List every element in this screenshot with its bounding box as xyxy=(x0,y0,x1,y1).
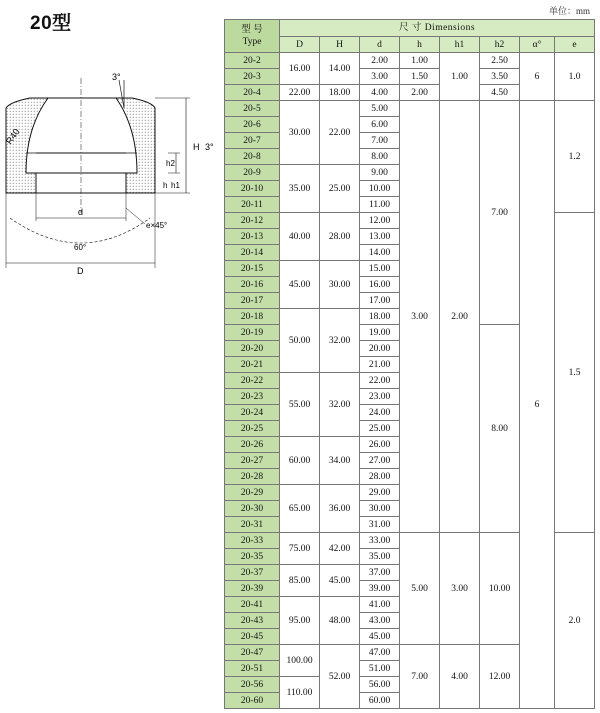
D-cell: 30.00 xyxy=(280,101,320,165)
type-cell: 20-22 xyxy=(225,373,280,389)
type-cell: 20-35 xyxy=(225,549,280,565)
h2-cell: 4.50 xyxy=(480,85,520,101)
type-cell: 20-28 xyxy=(225,469,280,485)
H-cell: 32.00 xyxy=(320,373,360,437)
type-cell: 20-12 xyxy=(225,213,280,229)
d-cell: 47.00 xyxy=(360,645,400,661)
d-cell: 56.00 xyxy=(360,677,400,693)
H-cell: 18.00 xyxy=(320,85,360,101)
column-header-row xyxy=(225,37,595,53)
H-cell: 25.00 xyxy=(320,165,360,213)
type-cell: 20-18 xyxy=(225,309,280,325)
D-cell: 55.00 xyxy=(280,373,320,437)
type-cell: 20-27 xyxy=(225,453,280,469)
type-cell: 20-19 xyxy=(225,325,280,341)
type-cell: 20-5 xyxy=(225,101,280,117)
d-cell: 10.00 xyxy=(360,181,400,197)
d-cell: 60.00 xyxy=(360,693,400,709)
d-cell: 45.00 xyxy=(360,629,400,645)
page-title: 20型 xyxy=(30,13,72,34)
H-cell: 30.00 xyxy=(320,261,360,309)
d-cell: 23.00 xyxy=(360,389,400,405)
unit-label: 单位：mm xyxy=(548,6,590,16)
d-cell: 25.00 xyxy=(360,421,400,437)
h1-cell: 3.00 xyxy=(440,533,480,645)
d-cell: 33.00 xyxy=(360,533,400,549)
h2-label: h2 xyxy=(166,159,175,168)
D-cell: 45.00 xyxy=(280,261,320,309)
d-cell: 29.00 xyxy=(360,485,400,501)
type-cell: 20-13 xyxy=(225,229,280,245)
D-cell: 100.00 xyxy=(280,645,320,677)
d-cell: 3.00 xyxy=(360,69,400,85)
type-cell: 20-56 xyxy=(225,677,280,693)
d-cell: 39.00 xyxy=(360,581,400,597)
type-cell: 20-37 xyxy=(225,565,280,581)
D-cell: 40.00 xyxy=(280,213,320,261)
d-cell: 6.00 xyxy=(360,117,400,133)
d-cell: 19.00 xyxy=(360,325,400,341)
col-h1-header: h1 xyxy=(440,37,480,53)
h1-cell: 4.00 xyxy=(440,645,480,709)
type-cell: 20-7 xyxy=(225,133,280,149)
H-cell: 32.00 xyxy=(320,309,360,373)
d-cell: 41.00 xyxy=(360,597,400,613)
d-cell: 26.00 xyxy=(360,437,400,453)
d-cell: 28.00 xyxy=(360,469,400,485)
h-cell: 3.00 xyxy=(400,101,440,533)
col-H-header: H xyxy=(320,37,360,53)
col-h2-header: h2 xyxy=(480,37,520,53)
H-cell: 22.00 xyxy=(320,101,360,165)
d-cell: 8.00 xyxy=(360,149,400,165)
col-D-header: D xyxy=(280,37,320,53)
d-cell: 9.00 xyxy=(360,165,400,181)
table-row xyxy=(225,53,595,69)
d-cell: 17.00 xyxy=(360,293,400,309)
e-cell: 1.0 xyxy=(555,53,595,101)
type-cell: 20-39 xyxy=(225,581,280,597)
D-cell: 85.00 xyxy=(280,565,320,597)
D-cell: 50.00 xyxy=(280,309,320,373)
d-cell: 35.00 xyxy=(360,549,400,565)
d-cell: 11.00 xyxy=(360,197,400,213)
type-cell: 20-43 xyxy=(225,613,280,629)
side-angle-label: 3° xyxy=(205,142,214,152)
alpha-cell: 6 xyxy=(520,53,555,101)
d-cell: 37.00 xyxy=(360,565,400,581)
H-cell: 34.00 xyxy=(320,437,360,485)
type-cell: 20-33 xyxy=(225,533,280,549)
type-cell: 20-45 xyxy=(225,629,280,645)
table-row xyxy=(225,101,595,117)
h2-cell: 8.00 xyxy=(480,325,520,533)
type-cell: 20-26 xyxy=(225,437,280,453)
h-cell: 5.00 xyxy=(400,533,440,645)
type-cell: 20-4 xyxy=(225,85,280,101)
type-cell: 20-20 xyxy=(225,341,280,357)
h2-cell: 10.00 xyxy=(480,533,520,645)
H-cell: 42.00 xyxy=(320,533,360,565)
h1-cell: 2.00 xyxy=(440,101,480,533)
type-cell: 20-10 xyxy=(225,181,280,197)
type-cell: 20-47 xyxy=(225,645,280,661)
type-cell: 20-31 xyxy=(225,517,280,533)
col-alpha-header: α° xyxy=(520,37,555,53)
type-cell: 20-60 xyxy=(225,693,280,709)
d-cell: 15.00 xyxy=(360,261,400,277)
H-cell: 14.00 xyxy=(320,53,360,85)
h2-cell: 7.00 xyxy=(480,101,520,325)
d-cell: 24.00 xyxy=(360,405,400,421)
d-cell: 21.00 xyxy=(360,357,400,373)
d-cell: 4.00 xyxy=(360,85,400,101)
h-cell: 2.00 xyxy=(400,85,440,101)
type-cell: 20-15 xyxy=(225,261,280,277)
table-body xyxy=(225,53,595,709)
h-cell: 7.00 xyxy=(400,645,440,709)
col-d-header: d xyxy=(360,37,400,53)
type-cell: 20-6 xyxy=(225,117,280,133)
d-label: d xyxy=(78,207,84,217)
dimensions-header: 尺 寸 Dimensions xyxy=(280,20,595,37)
d-cell: 31.00 xyxy=(360,517,400,533)
D-cell: 22.00 xyxy=(280,85,320,101)
cone-angle-label: 60° xyxy=(74,243,87,252)
d-cell: 12.00 xyxy=(360,213,400,229)
type-cell: 20-2 xyxy=(225,53,280,69)
dimensions-table xyxy=(224,19,595,709)
d-cell: 20.00 xyxy=(360,341,400,357)
d-cell: 7.00 xyxy=(360,133,400,149)
h1-cell: 1.00 xyxy=(440,53,480,101)
type-cell: 20-9 xyxy=(225,165,280,181)
type-cell: 20-29 xyxy=(225,485,280,501)
type-cell: 20-23 xyxy=(225,389,280,405)
H-cell: 45.00 xyxy=(320,565,360,597)
type-cell: 20-30 xyxy=(225,501,280,517)
type-cell: 20-25 xyxy=(225,421,280,437)
d-cell: 18.00 xyxy=(360,309,400,325)
H-label: H xyxy=(193,142,200,152)
right-abrasive-section xyxy=(116,98,155,193)
d-cell: 43.00 xyxy=(360,613,400,629)
type-cell: 20-21 xyxy=(225,357,280,373)
type-cell: 20-8 xyxy=(225,149,280,165)
type-cell: 20-14 xyxy=(225,245,280,261)
h2-cell: 3.50 xyxy=(480,69,520,85)
type-cell: 20-16 xyxy=(225,277,280,293)
H-cell: 28.00 xyxy=(320,213,360,261)
D-label: D xyxy=(77,266,84,276)
H-cell: 48.00 xyxy=(320,597,360,645)
d-cell: 16.00 xyxy=(360,277,400,293)
H-cell: 36.00 xyxy=(320,485,360,533)
col-h-header: h xyxy=(400,37,440,53)
col-e-header: e xyxy=(555,37,595,53)
e-cell: 1.2 xyxy=(555,101,595,213)
type-cell: 20-24 xyxy=(225,405,280,421)
cross-section-drawing xyxy=(0,68,220,278)
radius-label: R40 xyxy=(4,126,22,147)
H-cell: 52.00 xyxy=(320,645,360,709)
e-cell: 1.5 xyxy=(555,213,595,533)
D-cell: 35.00 xyxy=(280,165,320,213)
type-cell: 20-3 xyxy=(225,69,280,85)
h-cell: 1.50 xyxy=(400,69,440,85)
h1-label: h1 xyxy=(171,181,180,190)
D-cell: 75.00 xyxy=(280,533,320,565)
e-cell: 2.0 xyxy=(555,533,595,709)
D-cell: 16.00 xyxy=(280,53,320,85)
d-cell: 27.00 xyxy=(360,453,400,469)
D-cell: 65.00 xyxy=(280,485,320,533)
type-cell: 20-41 xyxy=(225,597,280,613)
d-cell: 2.00 xyxy=(360,53,400,69)
type-header: 型 号 Type xyxy=(225,20,280,53)
d-cell: 5.00 xyxy=(360,101,400,117)
d-cell: 22.00 xyxy=(360,373,400,389)
h2-cell: 12.00 xyxy=(480,645,520,709)
h-cell: 1.00 xyxy=(400,53,440,69)
D-cell: 60.00 xyxy=(280,437,320,485)
D-cell: 95.00 xyxy=(280,597,320,645)
d-cell: 51.00 xyxy=(360,661,400,677)
d-cell: 30.00 xyxy=(360,501,400,517)
type-cell: 20-17 xyxy=(225,293,280,309)
chamfer-label: e×45° xyxy=(146,221,168,230)
type-cell: 20-51 xyxy=(225,661,280,677)
D-cell: 110.00 xyxy=(280,677,320,709)
h-label: h xyxy=(163,181,168,190)
type-cell: 20-11 xyxy=(225,197,280,213)
d-cell: 14.00 xyxy=(360,245,400,261)
alpha-cell: 6 xyxy=(520,101,555,709)
top-angle-label: 3° xyxy=(112,72,121,82)
d-cell: 13.00 xyxy=(360,229,400,245)
h2-cell: 2.50 xyxy=(480,53,520,69)
